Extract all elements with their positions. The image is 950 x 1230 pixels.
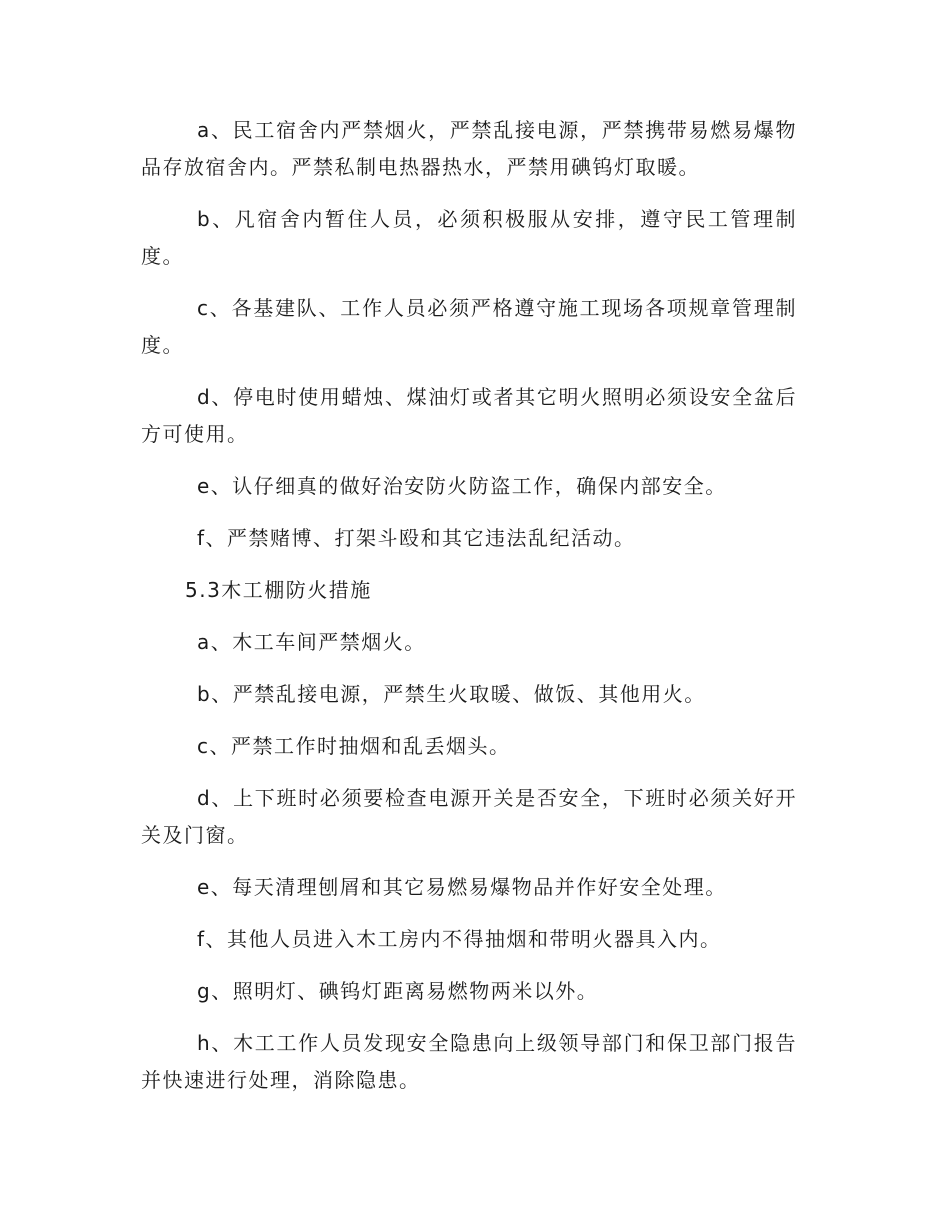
paragraph-item-f: f、严禁赌博、打架斗殴和其它违法乱纪活动。 (197, 526, 636, 550)
paragraph-item-c: c、严禁工作时抽烟和乱丢烟头。 (197, 734, 511, 758)
paragraph-item-h: h、木工工作人员发现安全隐患向上级领导部门和保卫部门报告并快速进行处理，消除隐患。 (141, 1031, 797, 1092)
section-heading: 5.3木工棚防火措施 (185, 578, 372, 602)
paragraph-item-c: c、各基建队、工作人员必须严格遵守施工现场各项规章管理制度。 (141, 296, 797, 357)
paragraph-item-e: e、认仔细真的做好治安防火防盗工作，确保内部安全。 (197, 474, 727, 498)
document-body (141, 112, 797, 1114)
paragraph-item-b: b、凡宿舍内暂住人员，必须积极服从安排，遵守民工管理制度。 (141, 207, 797, 268)
paragraph-item-d: d、上下班时必须要检查电源开关是否安全，下班时必须关好开关及门窗。 (141, 786, 797, 847)
paragraph-item-e: e、每天清理刨屑和其它易燃易爆物品并作好安全处理。 (197, 875, 727, 899)
paragraph-item-a: a、木工车间严禁烟火。 (197, 630, 426, 654)
paragraph-item-d: d、停电时使用蜡烛、煤油灯或者其它明火照明必须设安全盆后方可使用。 (141, 385, 797, 446)
paragraph-item-g: g、照明灯、碘钨灯距离易燃物两米以外。 (197, 979, 599, 1003)
paragraph-item-b: b、严禁乱接电源，严禁生火取暖、做饭、其他用火。 (197, 682, 706, 706)
paragraph-item-a: a、民工宿舍内严禁烟火，严禁乱接电源，严禁携带易燃易爆物品存放宿舍内。严禁私制电热器热水，严禁用碘钨灯取暖。 (141, 118, 797, 179)
paragraph-item-f: f、其他人员进入木工房内不得抽烟和带明火器具入内。 (197, 927, 722, 951)
